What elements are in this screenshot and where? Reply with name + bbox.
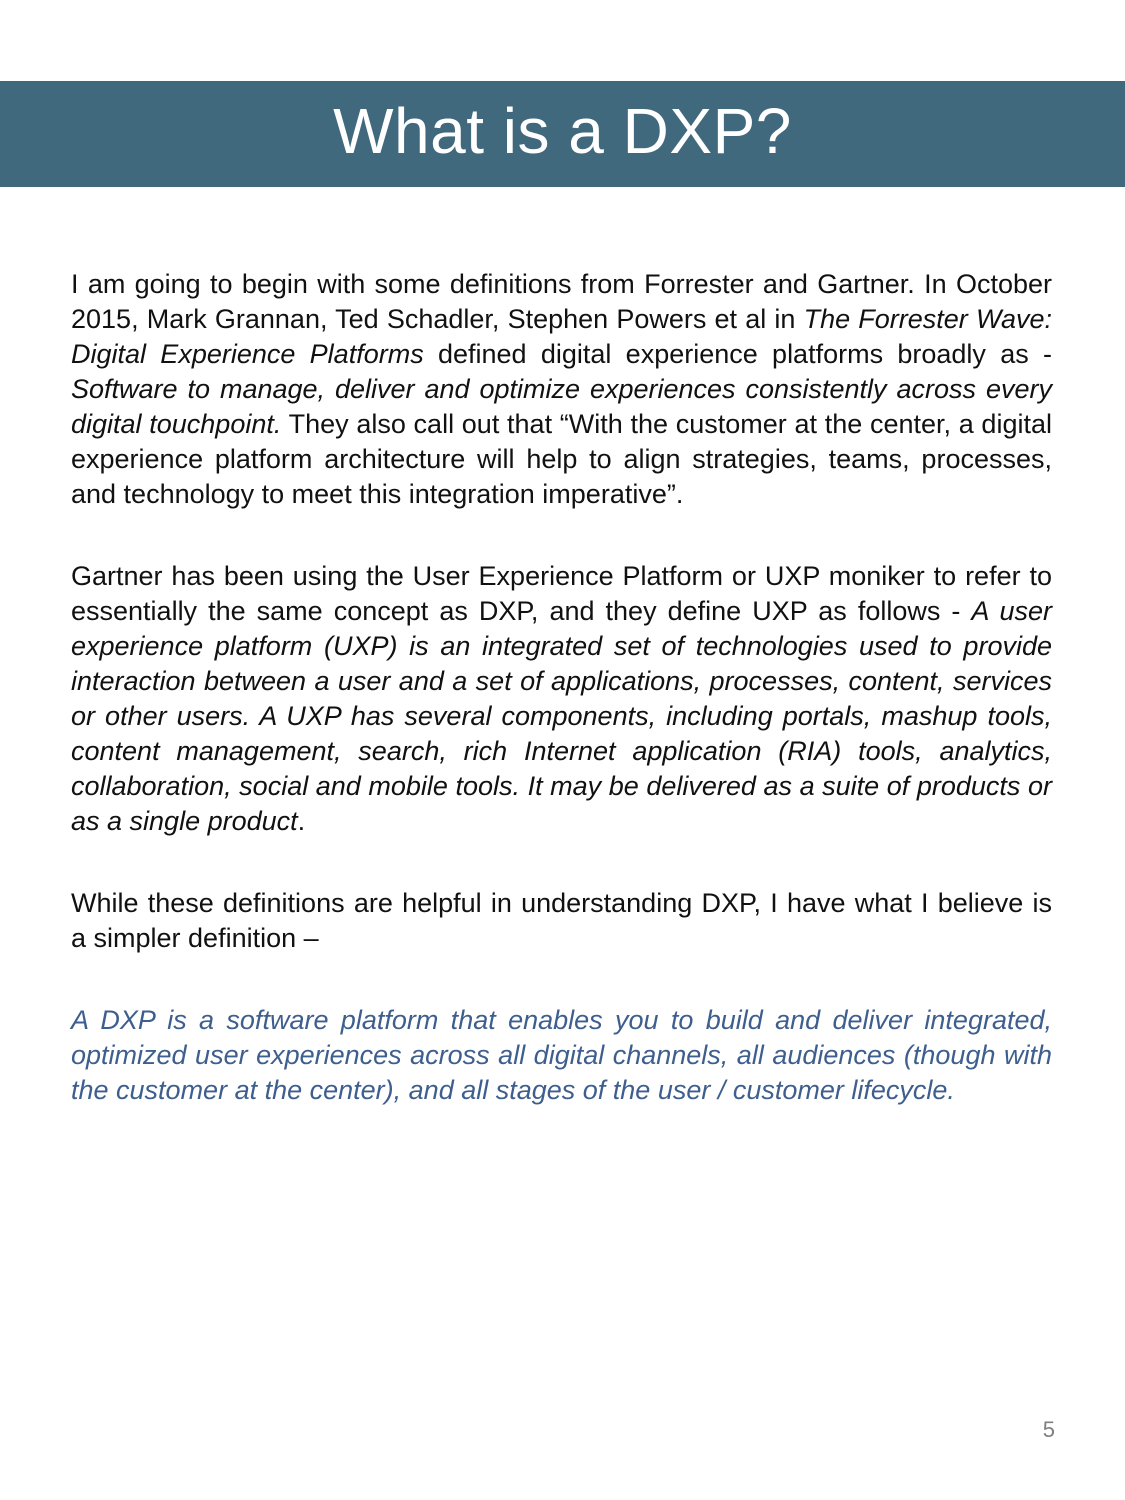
paragraph-gartner: [71, 559, 1052, 839]
paragraph-simpler-definition: While these definitions are helpful in understanding DXP, I have what I believe is a simpler definition –: [71, 888, 1052, 953]
title-banner: [0, 81, 1125, 187]
gartner-definition: A user experience platform (UXP) is an integrated set of technologies used to provide interaction between a user and a set of applications, processes, content, services or other users. A UXP has several components, including portals, mashup tools, content management, search, rich Internet application (RIA) tools, analytics, collaboration, social and mobile tools. It may be delivered as a suite of products or as a single product: [71, 596, 1052, 836]
page-title: What is a DXP?: [333, 95, 792, 167]
page-number: 5: [1042, 1417, 1055, 1442]
paragraph-forrester-mid: defined digital experience platforms broadly as -: [423, 339, 1052, 369]
paragraph-forrester-intro: I am going to begin with some definitions from Forrester and Gartner. In October 2015, Mark Grannan, Ted Schadler, Stephen Powers et al in: [71, 269, 1052, 334]
forrester-definition: Software to manage, deliver and optimize experiences consistently across every digital touchpoint.: [71, 374, 1052, 439]
paragraph-forrester-outro: They also call out that “With the customer at the center, a digital experience platform architecture will help to align strategies, teams, processes, and technology to meet this integration imperative”.: [71, 409, 1052, 509]
paragraph-gartner-intro: Gartner has been using the User Experience Platform or UXP moniker to refer to essentially the same concept as DXP, and they define UXP as follows -: [71, 561, 1052, 626]
forrester-report-title: The Forrester Wave: Digital Experience Platforms: [71, 304, 1052, 369]
content-body: [71, 267, 1052, 1108]
dxp-definition-quote: A DXP is a software platform that enables you to build and deliver integrated, optimized user experiences across all digital channels, all audiences (though with the customer at the center), and all stages of the user / customer lifecycle.: [71, 1005, 1052, 1105]
paragraph-gartner-outro: .: [297, 806, 306, 836]
paragraph-forrester: [71, 267, 1052, 512]
